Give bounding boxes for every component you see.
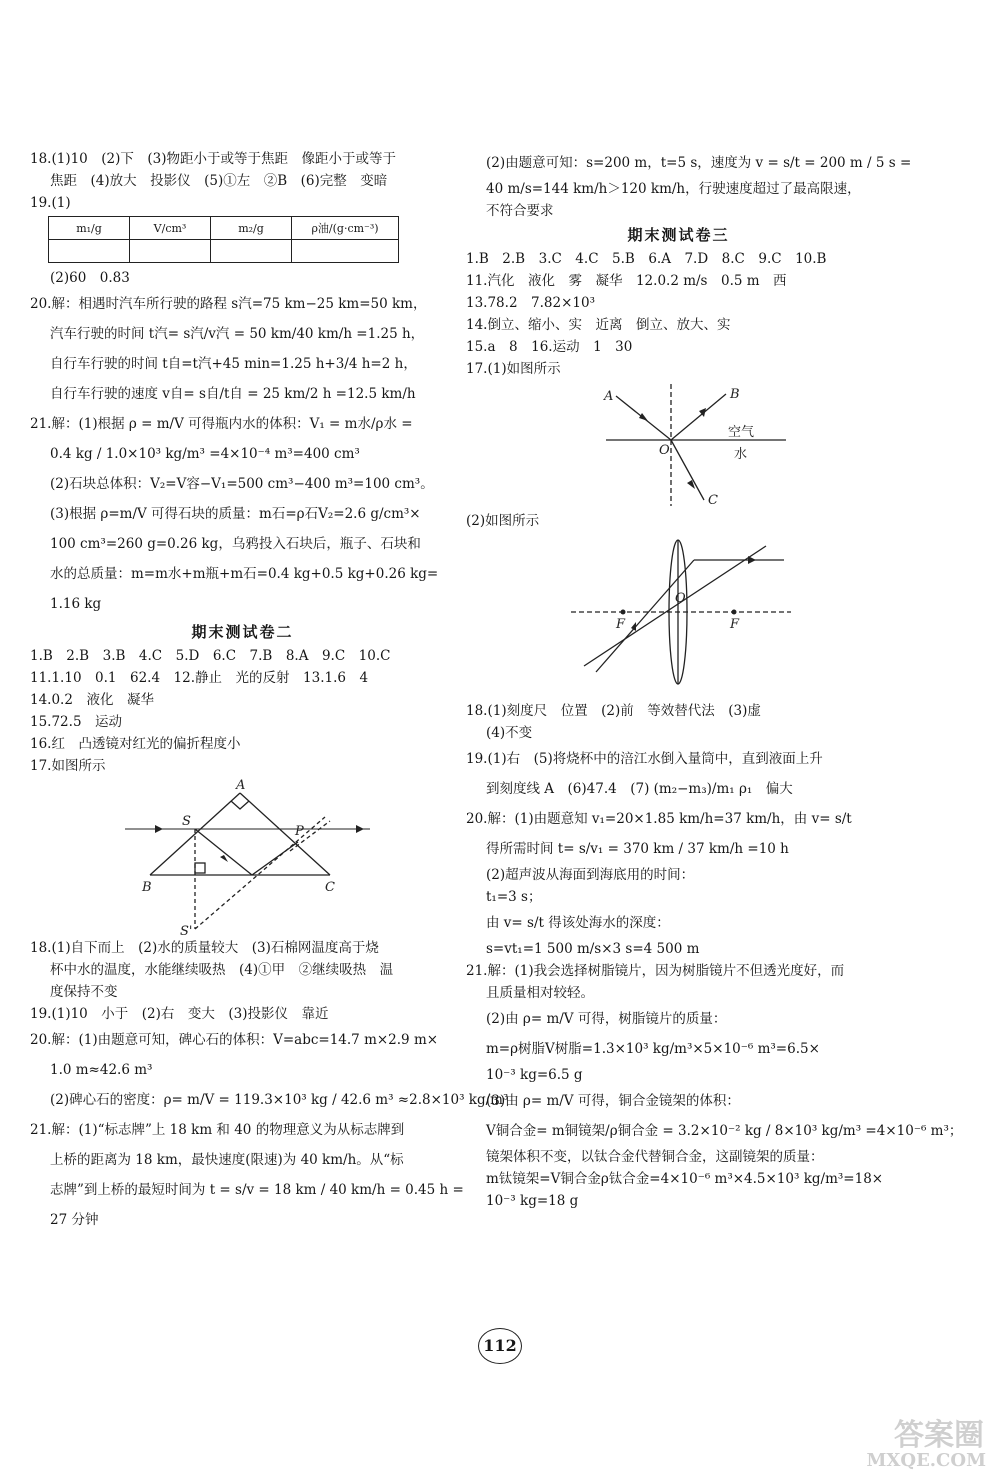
page-number: 112 bbox=[478, 1328, 522, 1364]
answer-line: (4)不变 bbox=[486, 725, 533, 741]
table-cell bbox=[292, 240, 399, 263]
answer-line: 1.B 2.B 3.C 4.C 5.B 6.A 7.D 8.C 9.C 10.B bbox=[466, 251, 827, 267]
q20-line: 自行车行驶的速度 v自= s自/t自 = 25 km/2 h =12.5 km/h bbox=[50, 386, 416, 402]
label-air: 空气 bbox=[728, 425, 755, 440]
answer-line: s=vt₁=1 500 m/s×3 s=4 500 m bbox=[486, 941, 700, 957]
q19-label: 19.(1) bbox=[30, 195, 71, 211]
answer-line: 得所需时间 t= s/v₁ = 370 km / 37 km/h =10 h bbox=[486, 841, 789, 857]
watermark-url: MXQE.COM bbox=[866, 1450, 986, 1471]
answer-line: m钛镜架=V铜合金ρ钛合金=4×10⁻⁶ m³×4.5×10³ kg/m³=18× bbox=[486, 1171, 884, 1187]
answer-line: 17.(1)如图所示 bbox=[466, 361, 561, 377]
prism-reflection-diagram bbox=[30, 777, 455, 937]
answer-line: 上桥的距离为 18 km，最快速度(限速)为 40 km/h。从“标 bbox=[50, 1152, 404, 1168]
answer-line: 镜架体积不变，以钛合金代替铜合金，这副镜架的质量： bbox=[486, 1149, 824, 1165]
answer-line: 杯中水的温度，水能继续吸热 (4)①甲 ②继续吸热 温 bbox=[50, 962, 394, 978]
lens-caption: (2)如图所示 bbox=[466, 513, 540, 529]
table-header-cell: V/cm³ bbox=[130, 217, 211, 240]
answer-line: 且质量相对较轻。 bbox=[486, 985, 594, 1001]
answer-line: 40 m/s=144 km/h＞120 km/h，行驶速度超过了最高限速， bbox=[486, 181, 861, 197]
label-C: C bbox=[325, 880, 335, 895]
q21-line: 水的总质量：m=m水+m瓶+m石=0.4 kg+0.5 kg+0.26 kg= bbox=[50, 566, 439, 582]
table-header-cell: ρ油/(g·cm⁻³) bbox=[292, 217, 399, 240]
q19-table bbox=[48, 216, 399, 263]
spacer bbox=[466, 692, 891, 700]
answer-line: (2)碑心石的密度：ρ= m/V = 119.3×10³ kg / 42.6 m³ ≈2.8×10³ kg/m³ bbox=[50, 1092, 509, 1108]
answer-line: (2)超声波从海面到海底用的时间： bbox=[486, 867, 695, 883]
section-title: 期末测试卷三 bbox=[627, 226, 730, 244]
label-C: C bbox=[708, 493, 718, 508]
answer-line: 由 v= s/t 得该处海水的深度： bbox=[486, 915, 670, 931]
q18-line: 18.(1)10 (2)下 (3)物距小于或等于焦距 像距小于或等于 bbox=[30, 151, 397, 167]
answer-line: 20.解：(1)由题意可知，碑心石的体积：V=abc=14.7 m×2.9 m× bbox=[30, 1032, 439, 1048]
label-B: B bbox=[142, 880, 152, 895]
answer-line: (2)由 ρ= m/V 可得，树脂镜片的质量： bbox=[486, 1011, 727, 1027]
answer-line: 16.红 凸透镜对红光的偏折程度小 bbox=[30, 736, 241, 752]
answer-line: 度保持不变 bbox=[50, 984, 118, 1000]
answer-line: 1.0 m≈42.6 m³ bbox=[50, 1062, 153, 1078]
label-A: A bbox=[236, 778, 246, 793]
label-O: O bbox=[659, 443, 670, 458]
answer-line: (2)由题意可知：s=200 m，t=5 s，速度为 v = s/t = 200 m / 5 s = bbox=[486, 155, 912, 171]
answer-line: t₁=3 s； bbox=[486, 889, 542, 905]
answer-line: 志牌”到上桥的最短时间为 t = s/v = 18 km / 40 km/h = 0.45 h = bbox=[50, 1182, 464, 1198]
answer-line: 14.0.2 液化 凝华 bbox=[30, 692, 154, 708]
answer-line: 10⁻³ kg=6.5 g bbox=[486, 1067, 583, 1083]
answer-line: 1.B 2.B 3.B 4.C 5.D 6.C 7.B 8.A 9.C 10.C bbox=[30, 648, 391, 664]
q20-line: 20.解：相遇时汽车所行驶的路程 s汽=75 km−25 km=50 km， bbox=[30, 296, 427, 312]
q21-line: (2)石块总体积：V₂=V容−V₁=500 cm³−400 m³=100 cm³。 bbox=[50, 476, 434, 492]
answer-line: 11.1.10 0.1 62.4 12.静止 光的反射 13.1.6 4 bbox=[30, 670, 369, 686]
label-F-left: F bbox=[616, 617, 626, 632]
table-cell bbox=[49, 240, 130, 263]
label-water: 水 bbox=[734, 447, 748, 462]
q21-line: 1.16 kg bbox=[50, 596, 102, 612]
table-cell bbox=[211, 240, 292, 263]
answer-line: 17.如图所示 bbox=[30, 758, 106, 774]
right-column bbox=[466, 148, 963, 1212]
answer-line: 13.78.2 7.82×10³ bbox=[466, 295, 595, 311]
label-B: B bbox=[730, 387, 740, 402]
q18-line: 焦距 (4)放大 投影仪 (5)①左 ②B (6)完整 变暗 bbox=[50, 173, 388, 189]
answer-line: 19.(1)右 (5)将烧杯中的涪江水倒入量筒中，直到液面上升 bbox=[466, 751, 823, 767]
answer-line: 11.汽化 液化 雾 凝华 12.0.2 m/s 0.5 m 西 bbox=[466, 273, 787, 289]
label-A: A bbox=[604, 389, 614, 404]
label-S-prime: S' bbox=[180, 924, 193, 939]
answer-line: 14.倒立、缩小、实 近离 倒立、放大、实 bbox=[466, 317, 731, 333]
answer-line: (3)由 ρ= m/V 可得，铜合金镜架的体积： bbox=[486, 1093, 740, 1109]
q21-line: 100 cm³=260 g=0.26 kg，乌鸦投入石块后，瓶子、石块和 bbox=[50, 536, 421, 552]
section-title: 期末测试卷二 bbox=[191, 623, 294, 641]
lens-diagram bbox=[466, 532, 891, 692]
q21-line: 0.4 kg / 1.0×10³ kg/m³ =4×10⁻⁴ m³=400 cm³ bbox=[50, 446, 360, 462]
answer-line: 15.a 8 16.运动 1 30 bbox=[466, 339, 633, 355]
answer-line: 27 分钟 bbox=[50, 1212, 99, 1228]
label-O: O bbox=[675, 591, 686, 606]
answer-line: 18.(1)自下而上 (2)水的质量较大 (3)石棉网温度高于烧 bbox=[30, 940, 379, 956]
answer-line: 10⁻³ kg=18 g bbox=[486, 1193, 579, 1209]
answer-line: 15.72.5 运动 bbox=[30, 714, 123, 730]
answer-line: 不符合要求 bbox=[486, 203, 554, 219]
table-header-cell: m₂/g bbox=[211, 217, 292, 240]
answer-line: 18.(1)刻度尺 位置 (2)前 等效替代法 (3)虚 bbox=[466, 703, 761, 719]
label-P: P bbox=[295, 824, 304, 839]
answer-line: 20.解：(1)由题意知 v₁=20×1.85 km/h=37 km/h，由 v= s/t bbox=[466, 811, 852, 827]
q21-line: (3)根据 ρ=m/V 可得石块的质量：m石=ρ石V₂=2.6 g/cm³× bbox=[50, 506, 421, 522]
q20-line: 自行车行驶的时间 t自=t汽+45 min=1.25 h+3/4 h=2 h， bbox=[50, 356, 417, 372]
q20-line: 汽车行驶的时间 t汽= s汽/v汽 = 50 km/40 km/h =1.25 h， bbox=[50, 326, 425, 342]
answer-line: 19.(1)10 小于 (2)右 变大 (3)投影仪 靠近 bbox=[30, 1006, 329, 1022]
refraction-diagram bbox=[466, 380, 891, 510]
watermark-logo: 答案圈 bbox=[894, 1418, 984, 1453]
table-header-cell: m₁/g bbox=[49, 217, 130, 240]
answer-line: 21.解：(1)我会选择树脂镜片，因为树脂镜片不但透光度好，而 bbox=[466, 963, 845, 979]
q21-line: 21.解：(1)根据 ρ = m/V 可得瓶内水的体积：V₁ = m水/ρ水 = bbox=[30, 416, 413, 432]
table-cell bbox=[130, 240, 211, 263]
answer-line: V铜合金= m铜镜架/ρ铜合金 = 3.2×10⁻² kg / 8×10³ kg/m³ =4×10⁻⁶ m³； bbox=[486, 1123, 963, 1139]
label-F-right: F bbox=[730, 617, 740, 632]
answer-line: 到刻度线 A (6)47.4 (7) (m₂−m₃)/m₁ ρ₁ 偏大 bbox=[486, 781, 793, 797]
q19-answer: (2)60 0.83 bbox=[50, 270, 130, 286]
answer-line: 21.解：(1)“标志牌”上 18 km 和 40 的物理意义为从标志牌到 bbox=[30, 1122, 405, 1138]
answer-line: m=ρ树脂V树脂=1.3×10³ kg/m³×5×10⁻⁶ m³=6.5× bbox=[486, 1041, 820, 1057]
label-S: S bbox=[182, 814, 191, 829]
